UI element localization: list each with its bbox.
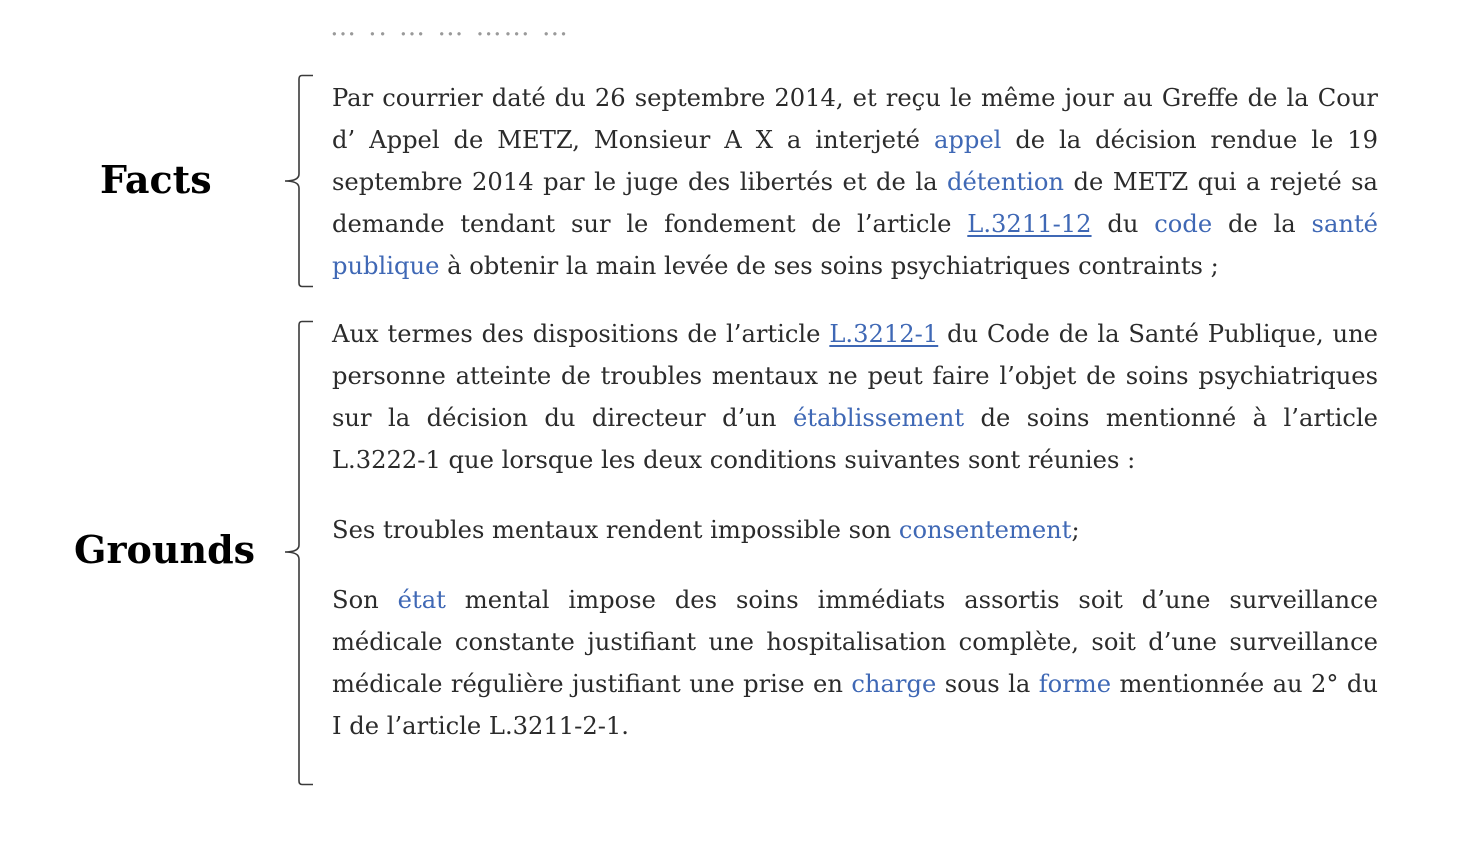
text-run: ;: [1071, 516, 1080, 544]
text-run: Aux termes des dispositions de l’article: [332, 320, 830, 348]
text-run: de la: [1212, 210, 1312, 238]
text-run: de METZ qui a rejeté sa demande tendant sur le fondement de l’article: [332, 168, 1378, 238]
text-run: de la décision rendue le 19 septembre 2014 par le juge des libertés et de la: [332, 126, 1379, 196]
text-run: mentionnée au 2° du I de l’article L.3211-2-1.: [332, 670, 1378, 740]
text-run: mental impose des soins immédiats assortis soit d’une surveillance médicale constante justifiant une hospitalisation complète, soit d’une surveillance médicale régulière justifiant une prise en: [332, 586, 1378, 698]
link-consentement[interactable]: consentement: [898, 516, 1072, 544]
facts-text: [332, 77, 1378, 287]
grounds-brace: [282, 320, 316, 786]
text-run: du: [1091, 210, 1155, 238]
link-forme[interactable]: forme: [1038, 670, 1112, 698]
link-charge[interactable]: charge: [851, 670, 937, 698]
link-etat[interactable]: état: [397, 586, 446, 614]
link-appel[interactable]: appel: [933, 126, 1002, 154]
text-run: Ses troubles mentaux rendent impossible son: [332, 516, 899, 544]
link-code[interactable]: code: [1154, 210, 1213, 238]
link-article-l3212-1[interactable]: L.3212-1: [829, 320, 939, 348]
text-run: sous la: [936, 670, 1039, 698]
link-etablissement[interactable]: établissement: [792, 404, 965, 432]
cut-off-text-line: [330, 12, 730, 42]
link-detention[interactable]: détention: [947, 168, 1065, 196]
grounds-paragraph-1: [332, 313, 1378, 481]
text-run: du Code de la Santé Publique, une personne atteinte de troubles mentaux ne peut faire l’objet de soins psychiatriques sur la décision du directeur d’un: [332, 320, 1378, 432]
text-run: Par courrier daté du 26 septembre 2014, et reçu le même jour au Greffe de la Cour d’ Appel de METZ, Monsieur A X a interjeté: [332, 84, 1378, 154]
text-run: à obtenir la main levée de ses soins psychiatriques contraints ;: [439, 252, 1219, 280]
link-sante-publique[interactable]: santé publique: [332, 210, 1378, 280]
text-run: Son: [332, 586, 398, 614]
facts-paragraph: [332, 77, 1378, 287]
facts-brace: [282, 74, 316, 288]
facts-label: Facts: [100, 157, 212, 202]
grounds-paragraph-3: [332, 579, 1378, 747]
grounds-section: [332, 313, 1378, 747]
cut-off-text: … .. … … …… …: [330, 12, 570, 42]
link-article-l3211-12[interactable]: L.3211-12: [967, 210, 1092, 238]
grounds-paragraph-2: [332, 509, 1378, 551]
text-run: de soins mentionné à l’article L.3222-1 que lorsque les deux conditions suivantes sont réunies :: [332, 404, 1378, 474]
grounds-label: Grounds: [74, 527, 256, 572]
